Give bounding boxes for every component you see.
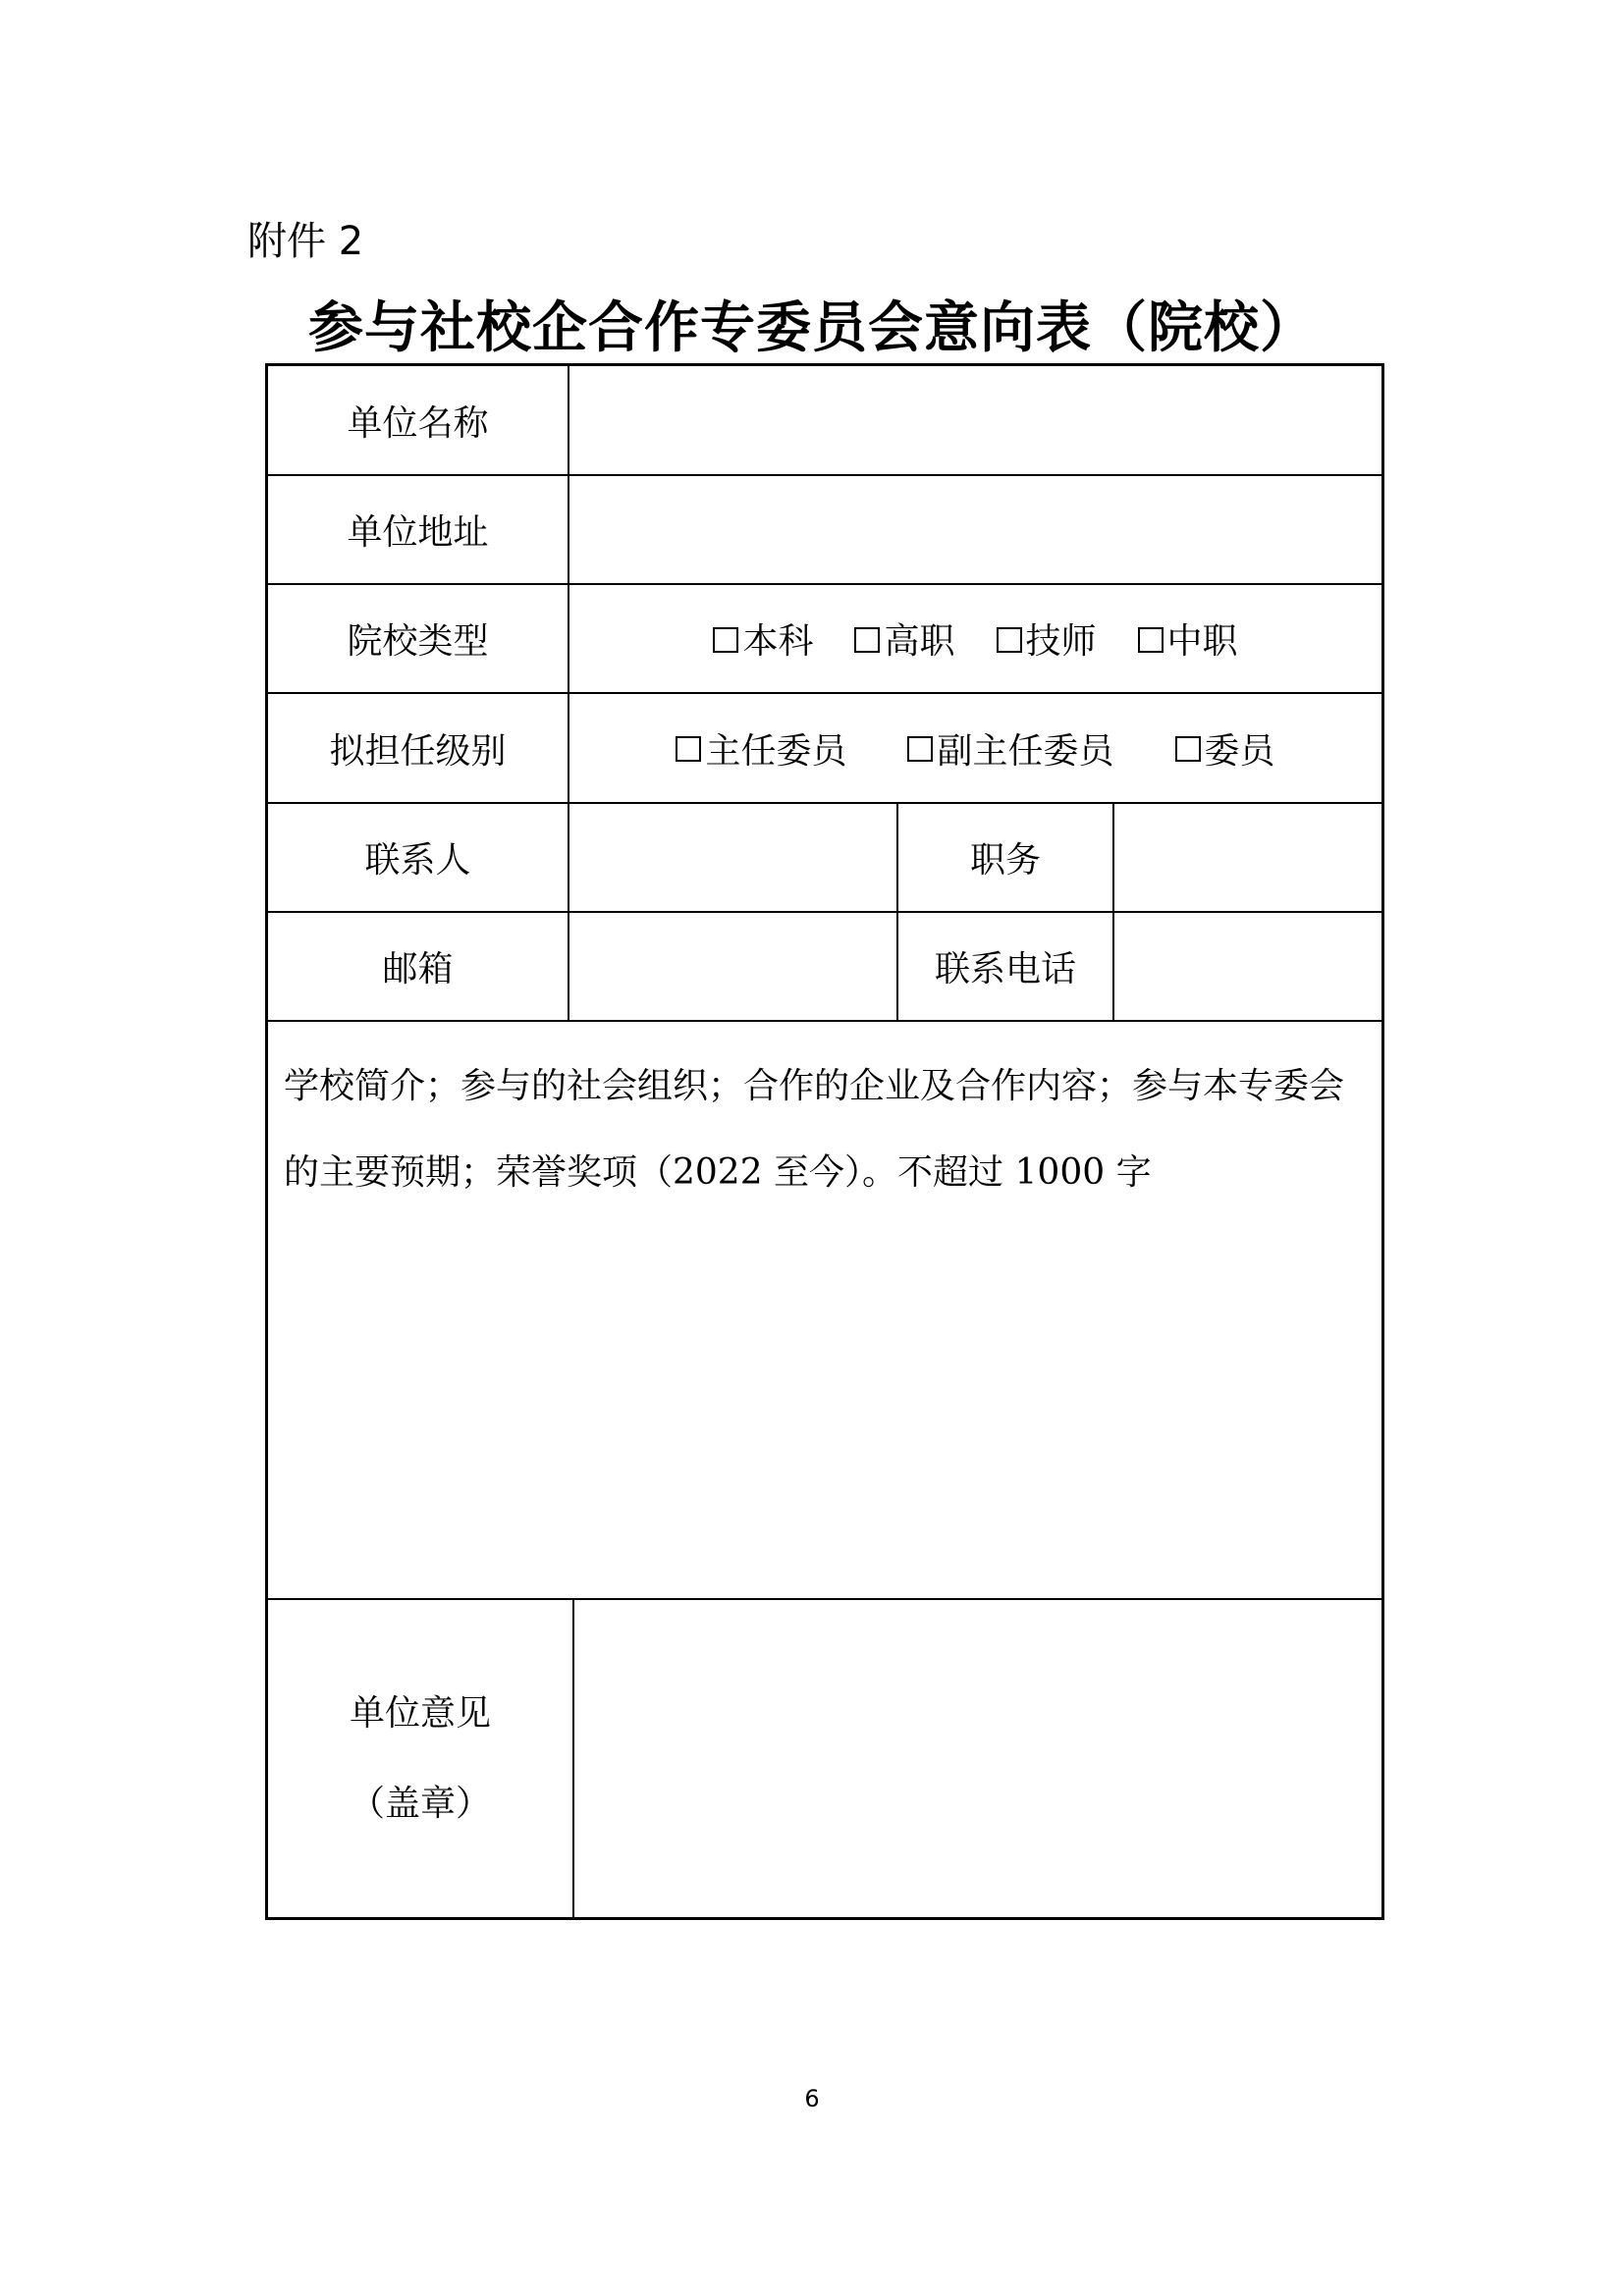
email-field[interactable] (568, 913, 896, 1020)
checkbox-icon[interactable] (713, 627, 738, 653)
option-label: 本科 (742, 621, 814, 662)
position-level-option-member[interactable] (1175, 723, 1275, 774)
job-title-field[interactable] (1112, 804, 1381, 911)
row-unit-opinion (268, 1600, 1381, 1917)
unit-opinion-label-cell (268, 1600, 572, 1917)
row-unit-name (268, 366, 1381, 476)
checkbox-icon[interactable] (676, 736, 701, 762)
checkbox-icon[interactable] (997, 627, 1022, 653)
row-intro[interactable] (268, 1022, 1381, 1600)
seal-label: （盖章） (349, 1783, 491, 1824)
option-label: 委员 (1204, 730, 1275, 772)
checkbox-icon[interactable] (1138, 627, 1164, 653)
unit-address-label: 单位地址 (347, 512, 489, 553)
unit-opinion-field[interactable] (572, 1600, 1381, 1917)
intro-instructions: 学校简介；参与的社会组织；合作的企业及合作内容；参与本专委会的主要预期；荣誉奖项（2022 至今）。不超过 1000 字 (284, 1066, 1345, 1193)
unit-name-field[interactable] (568, 366, 1381, 474)
unit-opinion-label: 单位意见 (349, 1692, 491, 1734)
checkbox-icon[interactable] (907, 736, 933, 762)
form-title: 参与社校企合作专委员会意向表（院校） (308, 295, 1316, 360)
unit-name-label: 单位名称 (347, 402, 489, 444)
school-type-option-undergraduate[interactable] (713, 614, 813, 664)
phone-label: 联系电话 (896, 913, 1112, 1020)
option-label: 副主任委员 (937, 730, 1114, 772)
option-label: 中职 (1166, 621, 1238, 662)
contact-label: 联系人 (364, 840, 471, 881)
checkbox-icon[interactable] (854, 627, 880, 653)
job-title-label: 职务 (896, 804, 1112, 911)
page-number: 6 (804, 2085, 820, 2112)
contact-field[interactable] (568, 804, 896, 911)
attachment-label: 附件 2 (247, 219, 364, 264)
checkbox-icon[interactable] (1175, 736, 1201, 762)
school-type-label: 院校类型 (347, 621, 489, 662)
position-level-option-director[interactable] (676, 723, 846, 774)
option-label: 主任委员 (705, 730, 847, 772)
row-contact (268, 804, 1381, 913)
row-email (268, 913, 1381, 1022)
position-level-option-deputy-director[interactable] (907, 723, 1113, 774)
position-level-options (568, 694, 1381, 802)
school-type-option-secondary-vocational[interactable] (1138, 614, 1238, 664)
row-position-level (268, 694, 1381, 804)
phone-field[interactable] (1112, 913, 1381, 1020)
school-type-option-higher-vocational[interactable] (854, 614, 954, 664)
school-type-options (568, 585, 1381, 692)
unit-address-field[interactable] (568, 476, 1381, 583)
intent-form-table (265, 363, 1384, 1920)
position-level-label: 拟担任级别 (329, 730, 507, 772)
option-label: 技师 (1025, 621, 1097, 662)
email-label: 邮箱 (382, 949, 454, 989)
row-school-type (268, 585, 1381, 694)
row-unit-address (268, 476, 1381, 585)
option-label: 高职 (884, 621, 955, 662)
school-type-option-technician[interactable] (997, 614, 1097, 664)
